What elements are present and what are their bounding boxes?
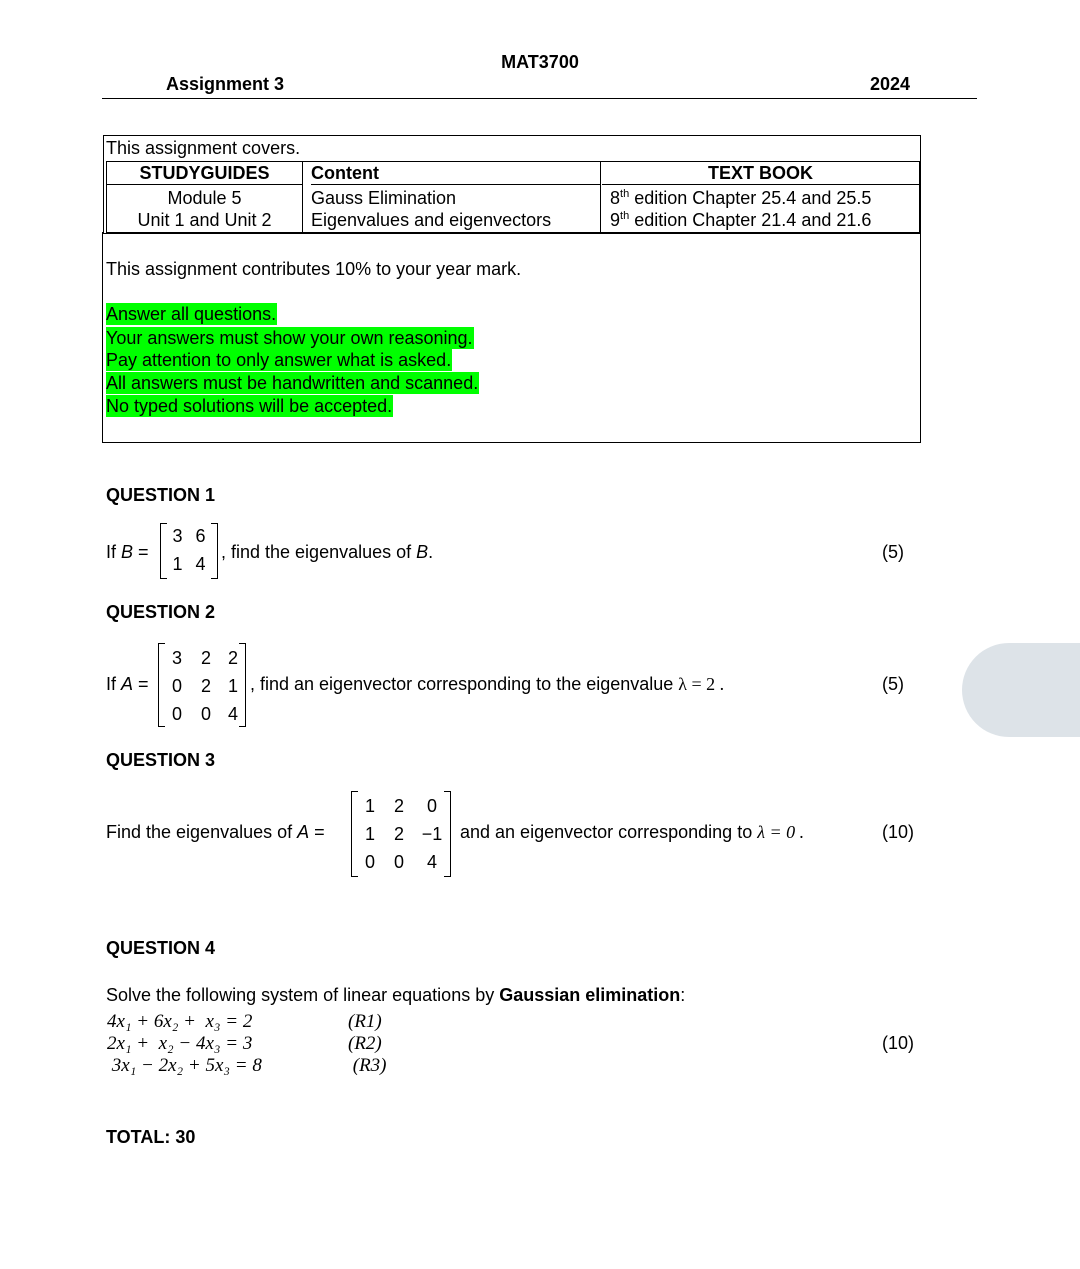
question-2-heading: QUESTION 2 — [106, 602, 216, 622]
textbook-column — [602, 162, 919, 232]
matrix-a3-entry: 1 — [364, 796, 375, 816]
question-3-lead: Find the eigenvalues of A = — [106, 822, 325, 842]
label-r3: (R3) — [348, 1055, 387, 1076]
matrix-b-entry: 6 — [195, 526, 206, 546]
matrix-a3-entry: 1 — [364, 824, 375, 844]
label-r2: (R2) — [348, 1033, 382, 1054]
matrix-a3-entry: 2 — [393, 824, 404, 844]
studyguides-header: STUDYGUIDES — [107, 162, 302, 185]
matrix-a-entry: 2 — [227, 648, 238, 668]
question-1-lead: If B = — [106, 542, 149, 562]
equation-r2: 2x₁ + x₂ − 4x₃ = 3 — [107, 1033, 253, 1054]
question-3-heading: QUESTION 3 — [106, 750, 216, 770]
assignment-title: Assignment 3 — [166, 74, 285, 94]
instruction-3: Pay attention to only answer what is asked. — [106, 350, 452, 370]
content-gauss: Gauss Elimination — [311, 188, 457, 208]
matrix-b-entry: 1 — [172, 554, 183, 574]
equation-labels — [348, 1011, 387, 1077]
course-code: MAT3700 — [501, 52, 579, 72]
label-r1: (R1) — [348, 1011, 382, 1032]
matrix-b-entry: 3 — [172, 526, 183, 546]
question-2-text: , find an eigenvector corresponding to the eigenvalue λ = 2 . — [250, 674, 725, 694]
question-1-text: , find the eigenvalues of B. — [221, 542, 434, 562]
studyguide-units: Unit 1 and Unit 2 — [137, 210, 272, 230]
matrix-a-entry: 2 — [200, 676, 211, 696]
matrix-a-entry: 2 — [200, 648, 211, 668]
question-1-heading: QUESTION 1 — [106, 485, 216, 505]
matrix-a3-entry: −1 — [421, 824, 443, 844]
question-1-marks: (5) — [882, 542, 904, 562]
matrix-a-q2 — [158, 643, 246, 727]
studyguide-module: Module 5 — [167, 188, 242, 208]
matrix-a-entry: 0 — [200, 704, 211, 724]
info-box — [102, 232, 921, 443]
header-divider — [102, 98, 977, 99]
contribution-text: This assignment contributes 10% to your year mark. — [106, 259, 522, 279]
question-3-text: and an eigenvector corresponding to λ = 0 . — [460, 822, 805, 842]
textbook-9th: 9th edition Chapter 21.4 and 21.6 — [610, 210, 872, 230]
content-header: Content — [311, 162, 600, 185]
question-4-heading: QUESTION 4 — [106, 938, 216, 958]
matrix-b — [160, 523, 218, 579]
question-4-intro: Solve the following system of linear equations by Gaussian elimination: — [106, 985, 686, 1005]
matrix-a-q3 — [351, 791, 451, 877]
matrix-a3-entry: 0 — [364, 852, 375, 872]
studyguides-column — [107, 162, 303, 232]
instruction-2: Your answers must show your own reasoning. — [106, 328, 473, 348]
instruction-4: All answers must be handwritten and scanned. — [106, 373, 479, 393]
matrix-a3-entry: 0 — [426, 796, 437, 816]
matrix-a-entry: 0 — [171, 676, 182, 696]
question-2-marks: (5) — [882, 674, 904, 694]
textbook-header: TEXT BOOK — [602, 162, 919, 185]
year: 2024 — [870, 74, 911, 94]
matrix-a-entry: 4 — [227, 704, 238, 724]
matrix-a3-entry: 0 — [393, 852, 404, 872]
question-3-marks: (10) — [882, 822, 915, 842]
textbook-8th: 8th edition Chapter 25.4 and 25.5 — [610, 188, 872, 208]
content-eigen: Eigenvalues and eigenvectors — [311, 210, 552, 230]
cover-grid — [106, 161, 920, 233]
instruction-5: No typed solutions will be accepted. — [106, 396, 393, 416]
question-4-marks: (10) — [882, 1033, 915, 1053]
equation-r3: 3x₁ − 2x₂ + 5x₃ = 8 — [107, 1055, 262, 1076]
equation-r1: 4x₁ + 6x₂ + x₃ = 2 — [107, 1011, 253, 1032]
matrix-a3-entry: 2 — [393, 796, 404, 816]
instruction-1: Answer all questions. — [106, 304, 277, 324]
total-marks: TOTAL: 30 — [106, 1127, 196, 1147]
cover-title: This assignment covers. — [106, 138, 301, 158]
matrix-a-entry: 0 — [171, 704, 182, 724]
cover-table — [103, 135, 921, 234]
side-scroll-tab[interactable] — [962, 643, 1080, 737]
content-column — [303, 162, 601, 232]
matrix-b-entry: 4 — [195, 554, 206, 574]
equation-system — [107, 1011, 262, 1077]
matrix-a-entry: 1 — [227, 676, 238, 696]
matrix-a-entry: 3 — [171, 648, 182, 668]
question-2-lead: If A = — [106, 674, 149, 694]
matrix-a3-entry: 4 — [426, 852, 437, 872]
